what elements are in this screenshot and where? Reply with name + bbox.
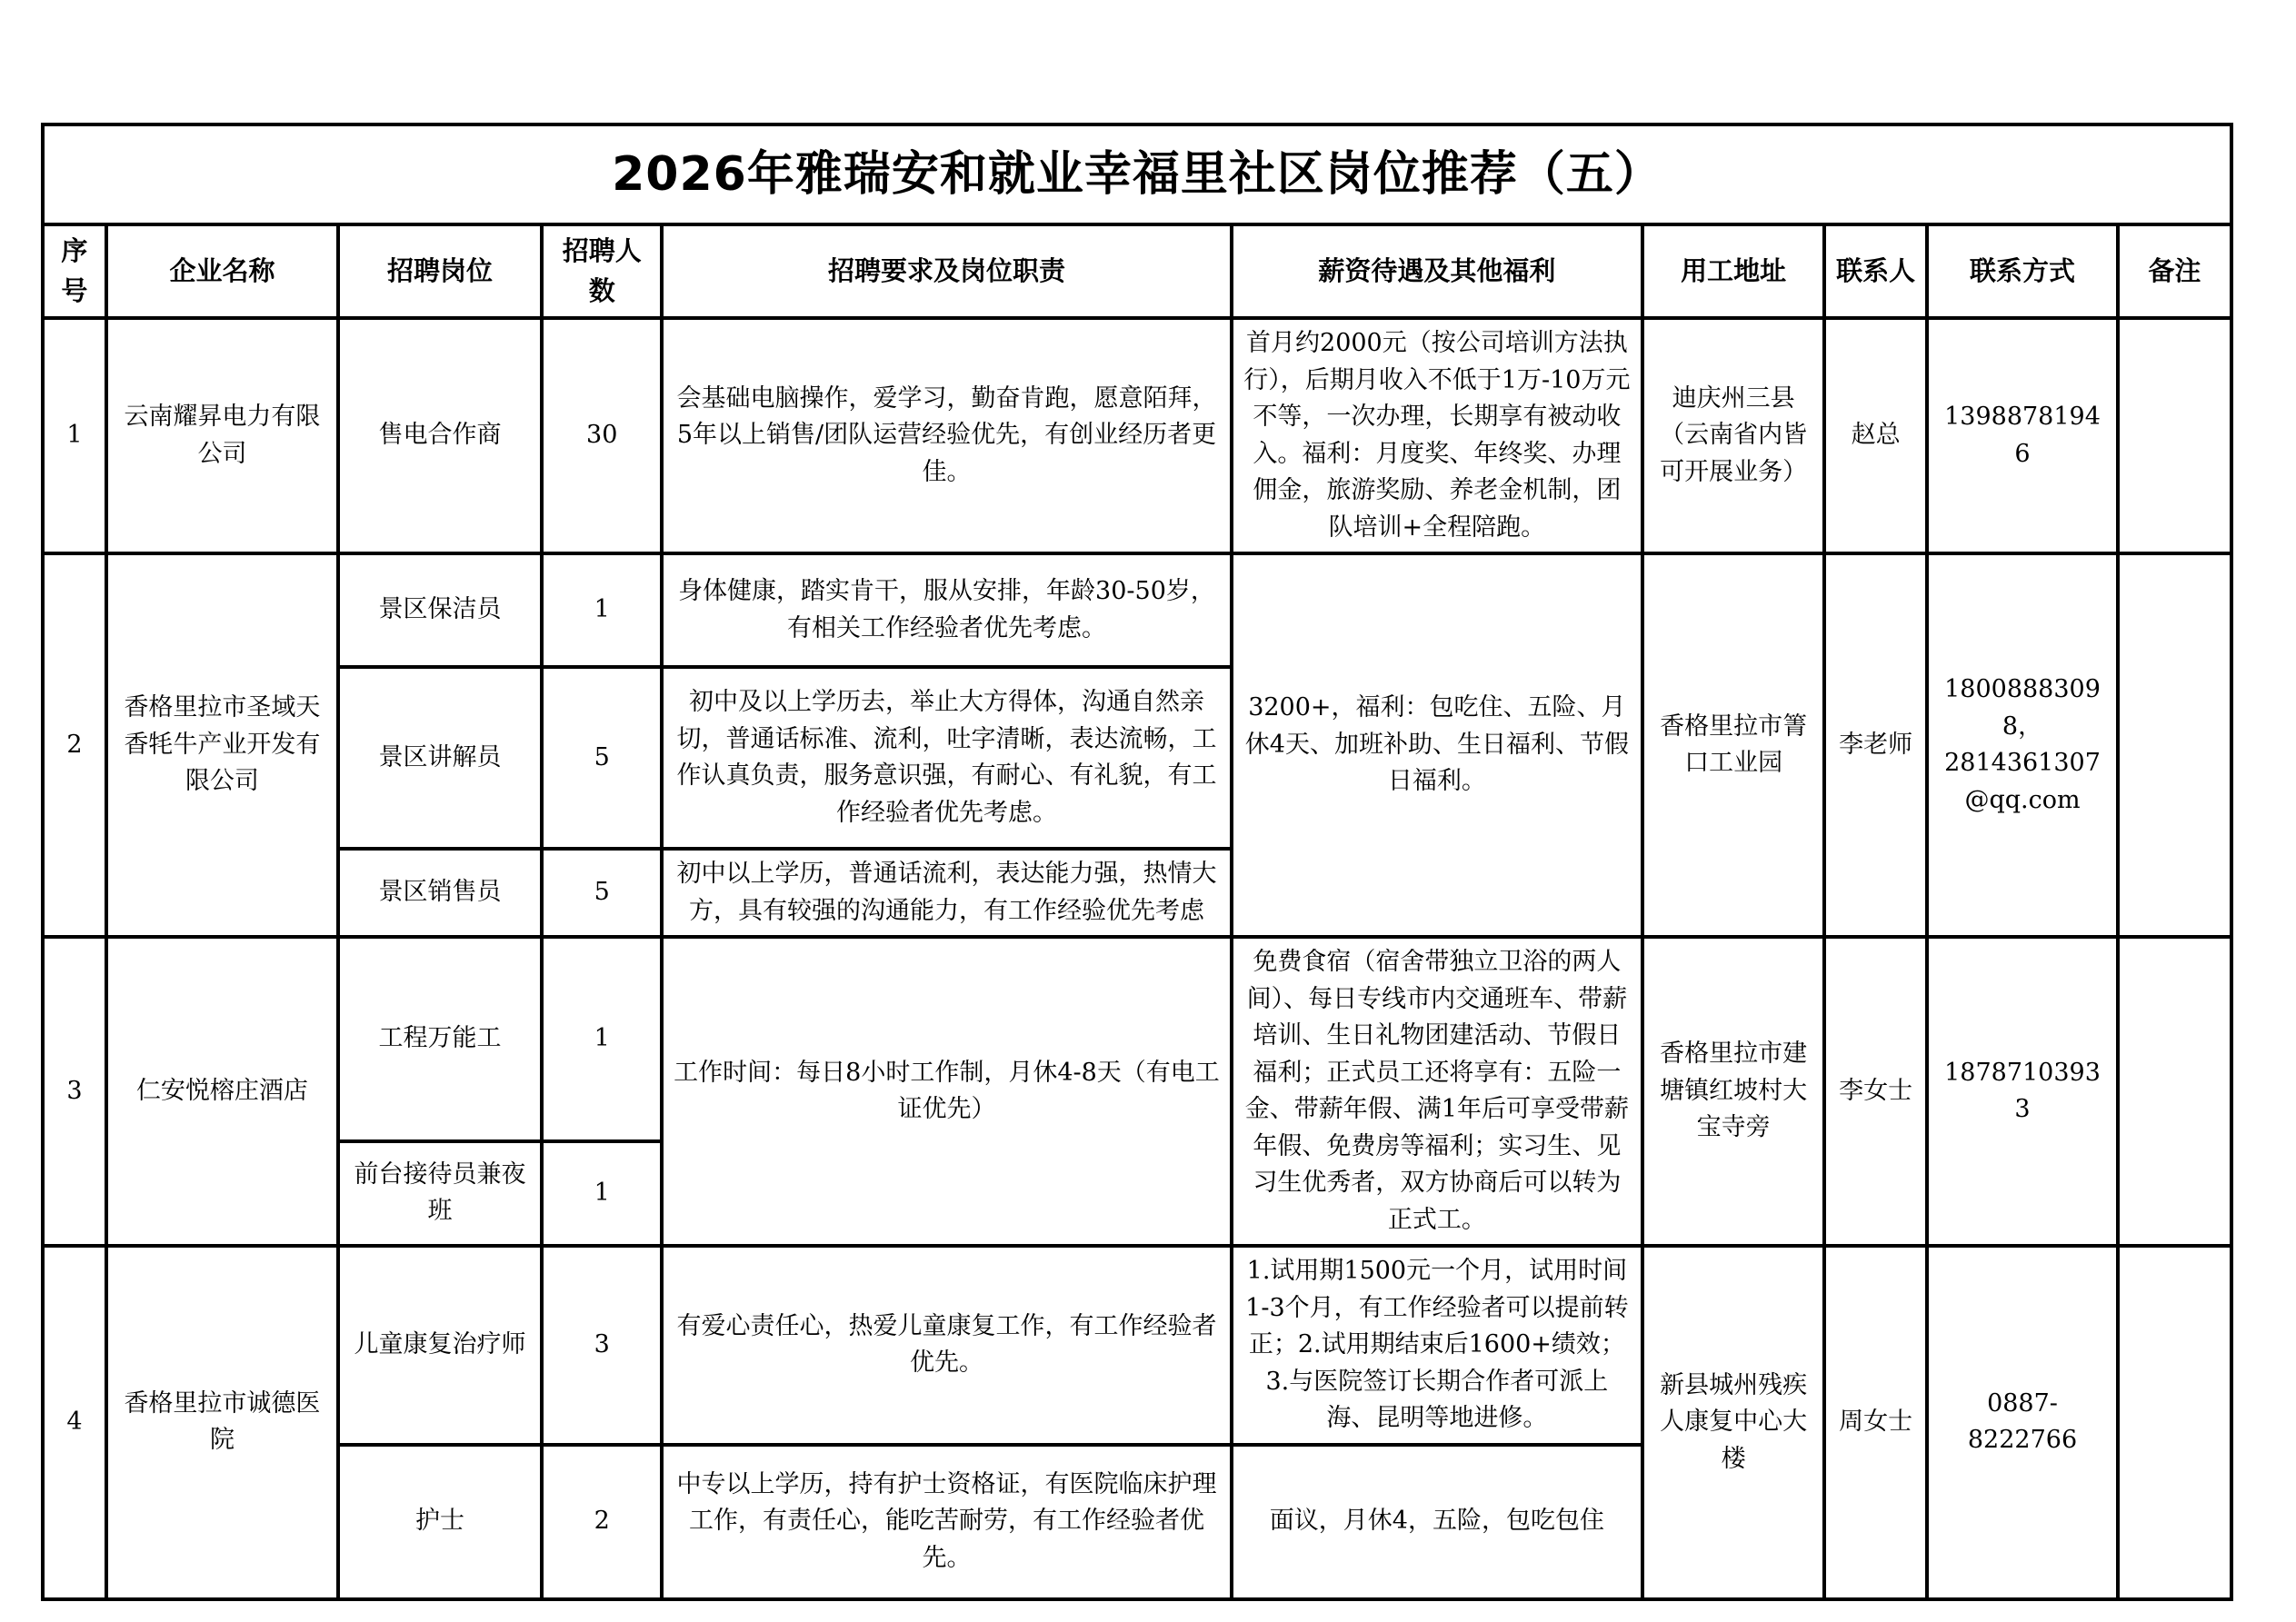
headcount-cell: 5 [542,849,662,937]
requirements-cell: 有爱心责任心，热爱儿童康复工作，有工作经验者优先。 [662,1246,1231,1445]
company-name-cell: 云南耀昇电力有限公司 [106,318,338,553]
remark-cell [2118,1246,2231,1599]
serial-cell: 4 [43,1246,106,1599]
remark-cell [2118,553,2231,937]
position-cell: 景区保洁员 [338,553,542,667]
position-cell: 景区讲解员 [338,667,542,849]
address-cell: 香格里拉市箐口工业园 [1642,553,1824,937]
table-row [43,553,2231,667]
serial-cell: 1 [43,318,106,553]
table-row [43,1246,2231,1445]
requirements-cell: 工作时间：每日8小时工作制，月休4-8天（有电工证优先） [662,937,1231,1246]
requirements-cell: 中专以上学历，持有护士资格证，有医院临床护理工作，有责任心，能吃苦耐劳，有工作经验者优先。 [662,1445,1231,1599]
company-name-cell: 香格里拉市圣域天香牦牛产业开发有限公司 [106,553,338,937]
position-cell: 前台接待员兼夜班 [338,1141,542,1246]
address-cell: 新县城州残疾人康复中心大楼 [1642,1246,1824,1599]
salary-cell: 首月约2000元（按公司培训方法执行），后期月收入不低于1万-10万元不等，一次办理，长期享有被动收入。福利：月度奖、年终奖、办理佣金，旅游奖励、养老金机制，团队培训+全程陪跑。 [1232,318,1643,553]
position-cell: 护士 [338,1445,542,1599]
header-salary: 薪资待遇及其他福利 [1232,224,1643,318]
position-cell: 儿童康复治疗师 [338,1246,542,1445]
headcount-cell: 1 [542,1141,662,1246]
requirements-cell: 初中及以上学历去，举止大方得体，沟通自然亲切，普通话标准、流利，吐字清晰，表达流畅，工作认真负责，服务意识强，有耐心、有礼貌，有工作经验者优先考虑。 [662,667,1231,849]
headcount-cell: 1 [542,553,662,667]
remark-cell [2118,318,2231,553]
requirements-cell: 身体健康，踏实肯干，服从安排，年龄30-50岁，有相关工作经验者优先考虑。 [662,553,1231,667]
contact-cell: 李女士 [1824,937,1927,1246]
company-name-cell: 香格里拉市诚德医院 [106,1246,338,1599]
page-title: 2026年雅瑞安和就业幸福里社区岗位推荐（五） [43,124,2231,224]
header-requirements: 招聘要求及岗位职责 [662,224,1231,318]
headcount-cell: 3 [542,1246,662,1445]
contact-cell: 周女士 [1824,1246,1927,1599]
address-cell: 迪庆州三县（云南省内皆可开展业务） [1642,318,1824,553]
phone-cell: 18787103933 [1927,937,2117,1246]
header-position: 招聘岗位 [338,224,542,318]
serial-cell: 2 [43,553,106,937]
salary-cell: 免费食宿（宿舍带独立卫浴的两人间）、每日专线市内交通班车、带薪培训、生日礼物团建活动、节假日福利；正式员工还将享有：五险一金、带薪年假、满1年后可享受带薪年假、免费房等福利；实习生、见习生优秀者，双方协商后可以转为正式工。 [1232,937,1643,1246]
header-address: 用工地址 [1642,224,1824,318]
phone-cell: 18008883098，2814361307@qq.com [1927,553,2117,937]
salary-cell: 面议，月休4，五险，包吃包住 [1232,1445,1643,1599]
header-remark: 备注 [2118,224,2231,318]
position-cell: 售电合作商 [338,318,542,553]
requirements-cell: 会基础电脑操作，爱学习，勤奋肯跑，愿意陌拜，5年以上销售/团队运营经验优先，有创业经历者更佳。 [662,318,1231,553]
salary-cell: 1.试用期1500元一个月，试用时间1-3个月，有工作经验者可以提前转正；2.试用期结束后1600+绩效；3.与医院签订长期合作者可派上海、昆明等地进修。 [1232,1246,1643,1445]
contact-cell: 李老师 [1824,553,1927,937]
phone-cell: 0887-8222766 [1927,1246,2117,1599]
header-contact: 联系人 [1824,224,1927,318]
headcount-cell: 2 [542,1445,662,1599]
remark-cell [2118,937,2231,1246]
header-headcount: 招聘人数 [542,224,662,318]
header-company: 企业名称 [106,224,338,318]
table-row [43,318,2231,553]
serial-cell: 3 [43,937,106,1246]
headcount-cell: 1 [542,937,662,1141]
headcount-cell: 30 [542,318,662,553]
header-serial: 序号 [43,224,106,318]
salary-cell: 3200+，福利：包吃住、五险、月休4天、加班补助、生日福利、节假日福利。 [1232,553,1643,937]
job-recommendation-table [41,123,2233,1601]
table-row [43,937,2231,1141]
address-cell: 香格里拉市建塘镇红坡村大宝寺旁 [1642,937,1824,1246]
contact-cell: 赵总 [1824,318,1927,553]
company-name-cell: 仁安悦榕庄酒店 [106,937,338,1246]
phone-cell: 13988781946 [1927,318,2117,553]
header-phone: 联系方式 [1927,224,2117,318]
position-cell: 工程万能工 [338,937,542,1141]
requirements-cell: 初中以上学历，普通话流利，表达能力强，热情大方，具有较强的沟通能力，有工作经验优先考虑 [662,849,1231,937]
position-cell: 景区销售员 [338,849,542,937]
headcount-cell: 5 [542,667,662,849]
